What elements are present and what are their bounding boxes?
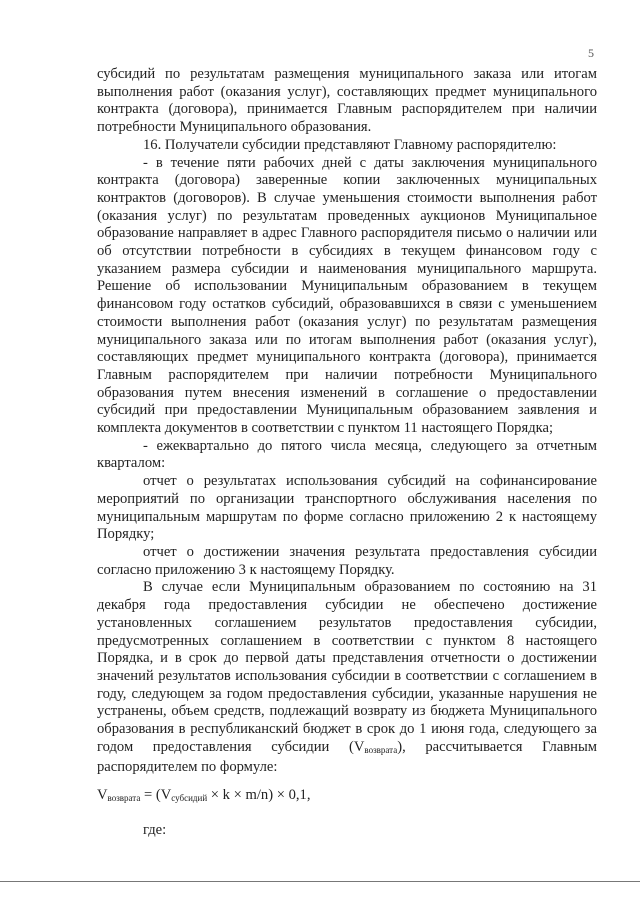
paragraph-report-usage: отчет о результатах использования субсидий на софинансирование мероприятий по организации транспортного обслуживания населения по муниципальным маршрутам по форме согласно приложению 2 к настоящему Порядку; bbox=[97, 473, 597, 543]
v-return-symbol: $V_{возврата}$ bbox=[353, 738, 398, 755]
refund-text-end: ), рассчитывается Главным распорядителем по формуле: bbox=[97, 738, 597, 776]
paragraph-contracts-copies: - в течение пяти рабочих дней с даты заключения муниципального контракта (договора) заверенные копии заключенных муниципальных контрактов (договоров). В случае уменьшения стоимости выполнения работ (оказания услуг) по результатам проведенных аукционов Муниципальное образование направляет в адрес Главного распорядителя письмо о наличии или об отсутствии потребности в субсидиях в текущем финансовом году с указанием размера субсидии и наименования муниципального маршрута. Решение об использовании Муниципальным образованием в текущем финансовом году остатков субсидий, образовавшихся в связи с уменьшением стоимости выполнения работ (оказания услуг) по результатам размещения муниципального заказа или по итогам выполнения работ (оказания услуг), составляющих предмет муниципального контракта (договора), принимается Главным распорядителем при наличии потребности Муниципального образования путем внесения изменений в соглашение о предоставлении субсидий при предоставлении Муниципальным образованием заявления и комплекта документов в соответствии с пунктом 11 настоящего Порядка; bbox=[97, 154, 597, 437]
paragraph-item-16: 16. Получатели субсидии представляют Главному распорядителю: bbox=[143, 136, 557, 153]
page-number: 5 bbox=[588, 46, 594, 60]
where-label: где: bbox=[143, 821, 167, 838]
document-body bbox=[97, 66, 597, 840]
paragraph-continuation: субсидий по результатам размещения муниципального заказа или итогам выполнения работ (оказания услуг), составляющих предмет муниципального контракта (договора), принимается Главным распорядителем при наличии потребности Муниципального образования. bbox=[97, 66, 597, 136]
refund-formula: $V_{возврата} = (V_{субсидий} \times k \times m/n) \times 0,1$, bbox=[97, 787, 311, 804]
paragraph-report-result: отчет о достижении значения результата предоставления субсидии согласно приложению 3 к настоящему Порядку. bbox=[97, 543, 597, 578]
refund-text-start: В случае если Муниципальным образованием по состоянию на 31 декабря года предоставления субсидии не обеспечено достижение установленных соглашением результатов предоставления субсидии, предусмотренных соглашением в соответствии с пунктом 8 настоящего Порядка, и в срок до первой даты представления отчетности о достижении значений результатов использования субсидии в соответствии с соглашением в году, следующем за годом предоставления субсидии, указанные нарушения не устранены, объем средств, подлежащий возврату из бюджета Муниципального образования в республиканский бюджет в срок до 1 июня года, следующего за годом предоставления субсидии ( bbox=[97, 579, 597, 755]
bottom-divider bbox=[0, 881, 640, 882]
paragraph-quarterly: - ежеквартально до пятого числа месяца, следующего за отчетным кварталом: bbox=[97, 437, 597, 472]
paragraph-refund-conditions bbox=[97, 579, 597, 777]
